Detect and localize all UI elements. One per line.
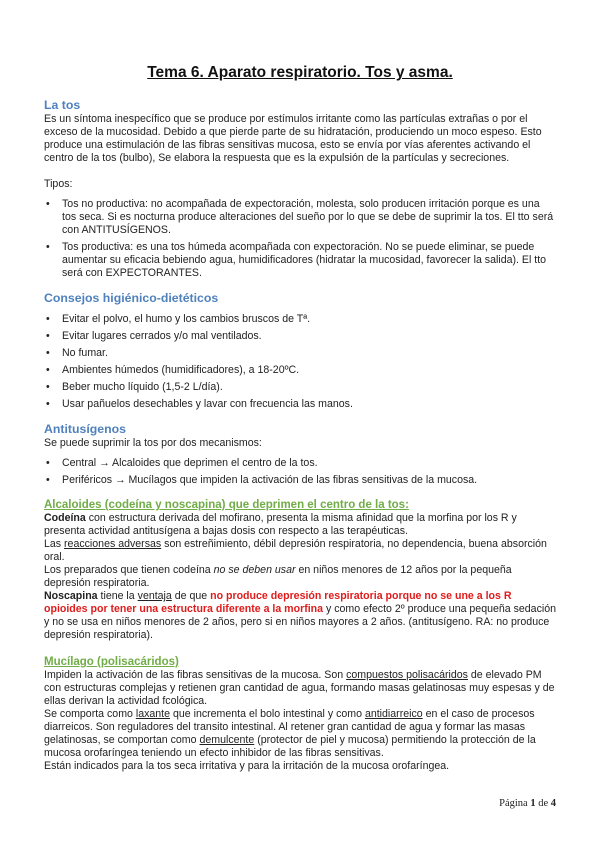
section-heading-mucilago: Mucílago (polisacáridos) [44, 656, 179, 668]
list-item: • Evitar el polvo, el humo y los cambios bruscos de Tª. [46, 313, 311, 325]
bullet-icon: • [46, 347, 50, 359]
list-item: • Tos productiva: es una tos húmeda acompañada con expectoración. No se puede eliminar, se puede aumentar su eficacia bebiendo agua, humidificadores (hidratar la mucosidad, favorecer la salida). El tto será con EXPECTORANTES. [46, 241, 547, 279]
list-item: • Evitar lugares cerrados y/o mal ventilados. [46, 330, 262, 342]
bullet-icon: • [46, 313, 50, 325]
bullet-icon: • [46, 241, 50, 253]
mucilago-paragraph-2: Se comporta como laxante que incrementa el bolo intestinal y como antidiarreico en el caso de procesos diarreicos. Son reguladores del transito intestinal. Al retener gran cantidad de agua y formar las masas gelatinosas, se comportan como demulcente (protector de piel y mucosa) permitiendo la protección de la mucosa orofaríngea teniendo un efecto inhibidor de las fibras sensitivas. [44, 708, 536, 759]
mucilago-paragraph-3: Están indicados para la tos seca irritativa y para la irritación de la mucosa orofaríngea. [44, 760, 450, 772]
bullet-icon: • [46, 364, 50, 376]
reacciones-paragraph: Las reacciones adversas son estreñimiento, débil depresión respiratoria, no dependencia, buena absorción oral. [44, 538, 547, 563]
list-item: • Tos no productiva: no acompañada de expectoración, molesta, solo producen irritación porque es una tos seca. Si es nocturna produce alteraciones del sueño por lo que se debe de suprimir la tos. El tto será con ANTITUSÍGENOS. [46, 198, 554, 236]
list-item: • Central → Alcaloides que deprimen el centro de la tos. [46, 457, 318, 469]
bullet-icon: • [46, 381, 50, 393]
section-heading-consejos: Consejos higiénico-dietéticos [44, 291, 219, 305]
list-item: • Beber mucho líquido (1,5-2 L/día). [46, 381, 223, 393]
bullet-icon: • [46, 457, 50, 469]
bullet-icon: • [46, 330, 50, 342]
list-item: • No fumar. [46, 347, 108, 359]
list-item: • Periféricos → Mucílagos que impiden la activación de las fibras sensitivas de la mucosa. [46, 474, 478, 486]
antitusigenos-intro: Se puede suprimir la tos por dos mecanismos: [44, 437, 262, 449]
tos-paragraph: Es un síntoma inespecífico que se produce por estímulos irritante como las partículas extrañas o por el exceso de la mucosidad. Debido a que pierde parte de su hidratación, produciendo un moco espeso. Esto produce una estimulación de las fibras sensitivas mucosa, esto se envía por vías aferentes activando el centro de la tos (bulbo), Se elabora la respuesta que es la expulsión de la partículas y secreciones. [44, 113, 542, 164]
document-title: Tema 6. Aparato respiratorio. Tos y asma. [147, 64, 453, 81]
bullet-icon: • [46, 474, 50, 486]
section-heading-tos: La tos [44, 98, 81, 112]
section-heading-antitusigenos: Antitusígenos [44, 422, 126, 436]
list-item: • Ambientes húmedos (humidificadores), a 18-20ºC. [46, 364, 300, 376]
list-item: • Usar pañuelos desechables y lavar con frecuencia las manos. [46, 398, 353, 410]
tipos-list [44, 198, 556, 280]
mucilago-paragraph-1: Impiden la activación de las fibras sensitivas de la mucosa. Son compuestos polisacáridos de elevado PM con estructuras complejas y retienen gran cantidad de agua, formando masas gelatinosas muy espesas y de ellas derivan la actividad fcológica. [44, 669, 555, 707]
section-heading-alcaloides: Alcaloides (codeína y noscapina) que deprimen el centro de la tos: [44, 499, 409, 511]
noscapina-paragraph: Noscapina tiene la ventaja de que no produce depresión respiratoria porque no se une a los R opioides por tener una estructura diferente a la morfina y como efecto 2º produce una pequeña sedación y no se usa en niños menores de 2 años, pero si en niños mayores a 2 años. (antitusígeno. RA: no produce depresión respiratoria). [44, 590, 557, 641]
bullet-icon: • [46, 198, 50, 210]
preparados-paragraph: Los preparados que tienen codeína no se deben usar en niños menores de 12 años por la pequeña depresión respiratoria. [44, 564, 512, 589]
tipos-label: Tipos: [44, 178, 73, 190]
consejos-list [44, 313, 556, 411]
document-body [44, 64, 556, 773]
antitusigenos-list [44, 457, 556, 487]
codeina-paragraph: Codeína con estructura derivada del mofirano, presenta la misma afinidad que la morfina por los R y presenta actividad antitusígena a bajas dosis con respecto a las terapéuticas. [44, 512, 517, 537]
page-footer: Página 1 de 4 [499, 798, 556, 809]
bullet-icon: • [46, 398, 50, 410]
